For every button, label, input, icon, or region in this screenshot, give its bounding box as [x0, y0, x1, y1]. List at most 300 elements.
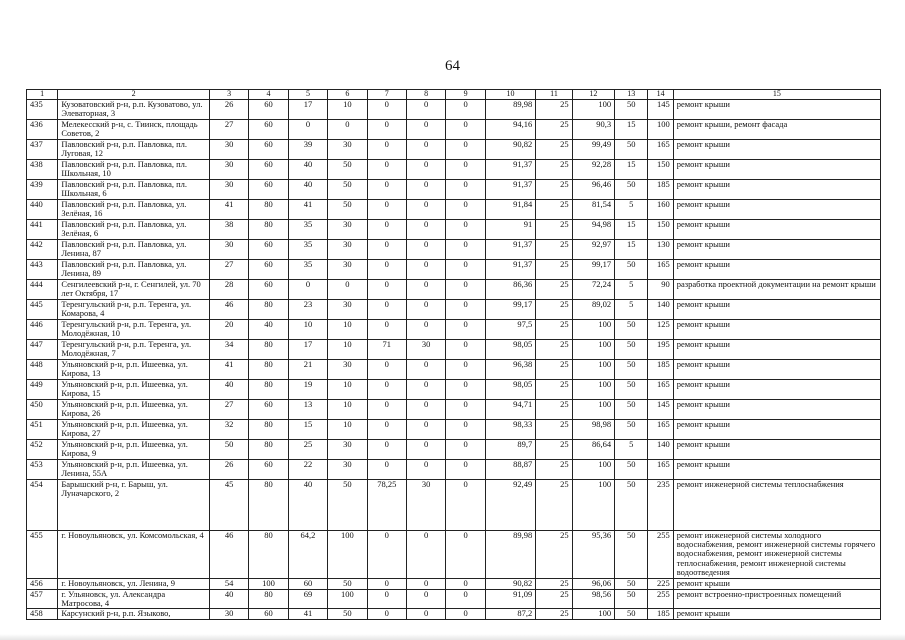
value-cell: 94,98 [572, 219, 614, 239]
value-cell: 5 [615, 279, 648, 299]
value-cell: 99,49 [572, 139, 614, 159]
table-row [27, 479, 881, 530]
value-cell: 0 [367, 578, 406, 589]
value-cell: 26 [209, 99, 248, 119]
value-cell: 0 [446, 279, 485, 299]
work-type-cell: ремонт крыши [673, 299, 880, 319]
value-cell: 0 [406, 359, 445, 379]
value-cell: 100 [648, 119, 673, 139]
row-number: 438 [27, 159, 58, 179]
value-cell: 0 [406, 239, 445, 259]
column-number: 5 [288, 90, 327, 100]
value-cell: 50 [209, 439, 248, 459]
value-cell: 30 [328, 239, 367, 259]
value-cell: 89,98 [485, 99, 536, 119]
address-cell: Ульяновский р-н, р.п. Ишеевка, ул. Ленина, 55А [58, 459, 210, 479]
value-cell: 97,5 [485, 319, 536, 339]
value-cell: 25 [536, 419, 572, 439]
value-cell: 60 [249, 239, 288, 259]
row-number: 444 [27, 279, 58, 299]
address-cell: Ульяновский р-н, р.п. Ишеевка, ул. Кирова, 26 [58, 399, 210, 419]
value-cell: 50 [328, 578, 367, 589]
value-cell: 25 [536, 99, 572, 119]
work-type-cell: ремонт крыши [673, 609, 880, 620]
value-cell: 0 [446, 479, 485, 530]
value-cell: 10 [288, 319, 327, 339]
column-number: 8 [406, 90, 445, 100]
address-cell: Павловский р-н, р.п. Павловка, ул. Зелёная, 6 [58, 219, 210, 239]
value-cell: 50 [328, 479, 367, 530]
row-number: 452 [27, 439, 58, 459]
work-type-cell: ремонт крыши [673, 399, 880, 419]
value-cell: 0 [367, 259, 406, 279]
table-row [27, 399, 881, 419]
value-cell: 80 [249, 589, 288, 609]
table-row [27, 139, 881, 159]
value-cell: 150 [648, 219, 673, 239]
value-cell: 15 [615, 159, 648, 179]
value-cell: 0 [406, 319, 445, 339]
value-cell: 60 [249, 179, 288, 199]
work-type-cell: ремонт крыши [673, 439, 880, 459]
value-cell: 0 [406, 419, 445, 439]
value-cell: 0 [446, 589, 485, 609]
column-number: 13 [615, 90, 648, 100]
value-cell: 140 [648, 299, 673, 319]
address-cell: Ульяновский р-н, р.п. Ишеевка, ул. Кирова, 27 [58, 419, 210, 439]
value-cell: 185 [648, 359, 673, 379]
value-cell: 30 [328, 459, 367, 479]
value-cell: 60 [288, 578, 327, 589]
value-cell: 0 [446, 99, 485, 119]
row-number: 455 [27, 530, 58, 578]
table-row [27, 199, 881, 219]
value-cell: 0 [446, 419, 485, 439]
value-cell: 145 [648, 399, 673, 419]
table-row [27, 219, 881, 239]
value-cell: 0 [367, 139, 406, 159]
value-cell: 92,49 [485, 479, 536, 530]
address-cell: г. Ульяновск, ул. Александра Матросова, 4 [58, 589, 210, 609]
value-cell: 100 [572, 399, 614, 419]
value-cell: 89,98 [485, 530, 536, 578]
table-row [27, 279, 881, 299]
value-cell: 0 [446, 530, 485, 578]
value-cell: 0 [446, 359, 485, 379]
value-cell: 27 [209, 259, 248, 279]
value-cell: 100 [328, 530, 367, 578]
value-cell: 0 [446, 609, 485, 620]
value-cell: 0 [367, 379, 406, 399]
value-cell: 46 [209, 299, 248, 319]
value-cell: 27 [209, 119, 248, 139]
value-cell: 91,37 [485, 159, 536, 179]
value-cell: 35 [288, 219, 327, 239]
value-cell: 0 [367, 459, 406, 479]
value-cell: 5 [615, 199, 648, 219]
value-cell: 25 [288, 439, 327, 459]
value-cell: 100 [572, 609, 614, 620]
value-cell: 0 [406, 139, 445, 159]
value-cell: 80 [249, 439, 288, 459]
value-cell: 0 [406, 530, 445, 578]
value-cell: 40 [249, 319, 288, 339]
value-cell: 0 [367, 530, 406, 578]
work-type-cell: ремонт крыши [673, 139, 880, 159]
value-cell: 50 [328, 199, 367, 219]
value-cell: 130 [648, 239, 673, 259]
table-row [27, 299, 881, 319]
value-cell: 0 [288, 279, 327, 299]
value-cell: 0 [406, 279, 445, 299]
address-cell: Ульяновский р-н, р.п. Ишеевка, ул. Кирова, 9 [58, 439, 210, 459]
value-cell: 0 [446, 219, 485, 239]
value-cell: 0 [406, 589, 445, 609]
address-cell: Сенгилеевский р-н, г. Сенгилей, ул. 70 лет Октября, 17 [58, 279, 210, 299]
value-cell: 25 [536, 119, 572, 139]
value-cell: 0 [367, 359, 406, 379]
address-cell: Павловский р-н, р.п. Павловка, ул. Ленина, 89 [58, 259, 210, 279]
value-cell: 60 [249, 139, 288, 159]
value-cell: 71 [367, 339, 406, 359]
value-cell: 0 [446, 578, 485, 589]
value-cell: 35 [288, 259, 327, 279]
value-cell: 0 [446, 319, 485, 339]
table-row [27, 459, 881, 479]
value-cell: 0 [367, 279, 406, 299]
work-type-cell: ремонт крыши [673, 199, 880, 219]
value-cell: 0 [328, 279, 367, 299]
address-cell: Ульяновский р-н, р.п. Ишеевка, ул. Кирова, 13 [58, 359, 210, 379]
value-cell: 0 [446, 199, 485, 219]
value-cell: 10 [328, 379, 367, 399]
value-cell: 40 [209, 589, 248, 609]
value-cell: 41 [288, 609, 327, 620]
table-row [27, 319, 881, 339]
value-cell: 10 [328, 99, 367, 119]
value-cell: 90,3 [572, 119, 614, 139]
work-type-cell: ремонт крыши [673, 99, 880, 119]
address-cell: Ульяновский р-н, р.п. Ишеевка, ул. Кирова, 15 [58, 379, 210, 399]
value-cell: 78,25 [367, 479, 406, 530]
column-number: 2 [58, 90, 210, 100]
row-number: 443 [27, 259, 58, 279]
row-number: 453 [27, 459, 58, 479]
value-cell: 0 [367, 299, 406, 319]
row-number: 447 [27, 339, 58, 359]
value-cell: 0 [406, 609, 445, 620]
column-number: 7 [367, 90, 406, 100]
value-cell: 50 [615, 259, 648, 279]
value-cell: 25 [536, 530, 572, 578]
value-cell: 0 [328, 119, 367, 139]
table-row [27, 359, 881, 379]
capital-repair-table [26, 89, 881, 620]
value-cell: 90,82 [485, 578, 536, 589]
column-number: 9 [446, 90, 485, 100]
value-cell: 30 [209, 179, 248, 199]
value-cell: 165 [648, 379, 673, 399]
value-cell: 25 [536, 239, 572, 259]
address-cell: Павловский р-н, р.п. Павловка, ул. Ленина, 87 [58, 239, 210, 259]
value-cell: 30 [328, 139, 367, 159]
value-cell: 5 [615, 299, 648, 319]
value-cell: 34 [209, 339, 248, 359]
value-cell: 30 [406, 479, 445, 530]
value-cell: 98,05 [485, 339, 536, 359]
value-cell: 90,82 [485, 139, 536, 159]
value-cell: 90 [648, 279, 673, 299]
value-cell: 50 [615, 589, 648, 609]
value-cell: 89,02 [572, 299, 614, 319]
value-cell: 25 [536, 279, 572, 299]
value-cell: 21 [288, 359, 327, 379]
value-cell: 0 [406, 179, 445, 199]
value-cell: 0 [406, 299, 445, 319]
work-type-cell: разработка проектной документации на ремонт крыши [673, 279, 880, 299]
value-cell: 41 [209, 359, 248, 379]
value-cell: 255 [648, 589, 673, 609]
value-cell: 17 [288, 339, 327, 359]
value-cell: 80 [249, 339, 288, 359]
value-cell: 0 [367, 239, 406, 259]
value-cell: 25 [536, 179, 572, 199]
value-cell: 46 [209, 530, 248, 578]
value-cell: 165 [648, 139, 673, 159]
value-cell: 98,33 [485, 419, 536, 439]
value-cell: 10 [328, 319, 367, 339]
value-cell: 15 [615, 119, 648, 139]
value-cell: 25 [536, 589, 572, 609]
row-number: 449 [27, 379, 58, 399]
work-type-cell: ремонт крыши [673, 339, 880, 359]
row-number: 436 [27, 119, 58, 139]
value-cell: 50 [615, 479, 648, 530]
value-cell: 30 [328, 299, 367, 319]
value-cell: 15 [288, 419, 327, 439]
value-cell: 28 [209, 279, 248, 299]
table-row [27, 439, 881, 459]
value-cell: 0 [406, 259, 445, 279]
value-cell: 64,2 [288, 530, 327, 578]
table-row [27, 239, 881, 259]
column-number: 4 [249, 90, 288, 100]
value-cell: 30 [328, 439, 367, 459]
value-cell: 25 [536, 259, 572, 279]
work-type-cell: ремонт крыши [673, 159, 880, 179]
work-type-cell: ремонт крыши [673, 359, 880, 379]
value-cell: 91 [485, 219, 536, 239]
value-cell: 0 [446, 459, 485, 479]
value-cell: 125 [648, 319, 673, 339]
value-cell: 0 [446, 119, 485, 139]
value-cell: 40 [288, 179, 327, 199]
table-row [27, 179, 881, 199]
value-cell: 88,87 [485, 459, 536, 479]
value-cell: 100 [572, 459, 614, 479]
value-cell: 0 [406, 578, 445, 589]
value-cell: 13 [288, 399, 327, 419]
value-cell: 100 [572, 319, 614, 339]
value-cell: 0 [406, 119, 445, 139]
value-cell: 185 [648, 179, 673, 199]
value-cell: 25 [536, 379, 572, 399]
value-cell: 32 [209, 419, 248, 439]
value-cell: 25 [536, 159, 572, 179]
value-cell: 25 [536, 479, 572, 530]
value-cell: 60 [249, 609, 288, 620]
value-cell: 80 [249, 419, 288, 439]
value-cell: 0 [446, 159, 485, 179]
value-cell: 91,09 [485, 589, 536, 609]
value-cell: 25 [536, 219, 572, 239]
address-cell: Павловский р-н, р.п. Павловка, ул. Зелёная, 16 [58, 199, 210, 219]
value-cell: 80 [249, 530, 288, 578]
value-cell: 38 [209, 219, 248, 239]
value-cell: 80 [249, 379, 288, 399]
address-cell: Карсунский р-н, р.п. Языково, [58, 609, 210, 620]
value-cell: 50 [328, 609, 367, 620]
address-cell: г. Новоульяновск, ул. Комсомольская, 4 [58, 530, 210, 578]
value-cell: 25 [536, 199, 572, 219]
value-cell: 0 [406, 99, 445, 119]
value-cell: 165 [648, 259, 673, 279]
work-type-cell: ремонт крыши [673, 578, 880, 589]
value-cell: 50 [615, 399, 648, 419]
table-row [27, 609, 881, 620]
value-cell: 160 [648, 199, 673, 219]
value-cell: 100 [572, 99, 614, 119]
value-cell: 23 [288, 299, 327, 319]
value-cell: 86,64 [572, 439, 614, 459]
column-number: 10 [485, 90, 536, 100]
value-cell: 5 [615, 439, 648, 459]
value-cell: 30 [328, 219, 367, 239]
column-number: 3 [209, 90, 248, 100]
value-cell: 54 [209, 578, 248, 589]
table-row [27, 530, 881, 578]
value-cell: 60 [249, 99, 288, 119]
value-cell: 0 [446, 299, 485, 319]
row-number: 450 [27, 399, 58, 419]
value-cell: 80 [249, 479, 288, 530]
value-cell: 25 [536, 359, 572, 379]
value-cell: 20 [209, 319, 248, 339]
value-cell: 25 [536, 459, 572, 479]
column-number: 11 [536, 90, 572, 100]
table-row [27, 419, 881, 439]
value-cell: 100 [249, 578, 288, 589]
table-row [27, 259, 881, 279]
value-cell: 41 [209, 199, 248, 219]
value-cell: 100 [328, 589, 367, 609]
value-cell: 100 [572, 479, 614, 530]
address-cell: Барышский р-н, г. Барыш, ул. Луначарского, 2 [58, 479, 210, 530]
value-cell: 60 [249, 259, 288, 279]
value-cell: 80 [249, 199, 288, 219]
page-number: 64 [445, 58, 460, 74]
value-cell: 50 [615, 379, 648, 399]
value-cell: 15 [615, 239, 648, 259]
value-cell: 0 [367, 399, 406, 419]
value-cell: 35 [288, 239, 327, 259]
value-cell: 96,06 [572, 578, 614, 589]
row-number: 448 [27, 359, 58, 379]
table-row [27, 589, 881, 609]
value-cell: 80 [249, 219, 288, 239]
value-cell: 30 [209, 239, 248, 259]
address-cell: Мелекесский р-н, с. Тиинск, площадь Советов, 2 [58, 119, 210, 139]
value-cell: 17 [288, 99, 327, 119]
value-cell: 50 [615, 359, 648, 379]
value-cell: 145 [648, 99, 673, 119]
value-cell: 0 [406, 379, 445, 399]
value-cell: 91,37 [485, 179, 536, 199]
value-cell: 0 [446, 339, 485, 359]
work-type-cell: ремонт крыши [673, 239, 880, 259]
value-cell: 165 [648, 419, 673, 439]
value-cell: 0 [406, 439, 445, 459]
value-cell: 91,37 [485, 259, 536, 279]
value-cell: 87,2 [485, 609, 536, 620]
value-cell: 25 [536, 319, 572, 339]
value-cell: 25 [536, 339, 572, 359]
value-cell: 94,71 [485, 399, 536, 419]
value-cell: 89,7 [485, 439, 536, 459]
value-cell: 95,36 [572, 530, 614, 578]
value-cell: 39 [288, 139, 327, 159]
value-cell: 50 [615, 99, 648, 119]
value-cell: 40 [209, 379, 248, 399]
work-type-cell: ремонт крыши, ремонт фасада [673, 119, 880, 139]
column-number: 15 [673, 90, 880, 100]
column-number: 6 [328, 90, 367, 100]
value-cell: 96,38 [485, 359, 536, 379]
row-number: 451 [27, 419, 58, 439]
address-cell: Теренгульский р-н, р.п. Теренга, ул. Молодёжная, 10 [58, 319, 210, 339]
value-cell: 96,46 [572, 179, 614, 199]
value-cell: 80 [249, 299, 288, 319]
value-cell: 50 [615, 459, 648, 479]
value-cell: 225 [648, 578, 673, 589]
value-cell: 98,56 [572, 589, 614, 609]
value-cell: 99,17 [485, 299, 536, 319]
value-cell: 50 [328, 179, 367, 199]
value-cell: 50 [615, 339, 648, 359]
value-cell: 195 [648, 339, 673, 359]
value-cell: 72,24 [572, 279, 614, 299]
value-cell: 25 [536, 609, 572, 620]
row-number: 457 [27, 589, 58, 609]
value-cell: 50 [615, 319, 648, 339]
value-cell: 80 [249, 359, 288, 379]
row-number: 445 [27, 299, 58, 319]
work-type-cell: ремонт инженерной системы холодного водоснабжения, ремонт инженерной системы горячего водоснабжения, ремонт инженерной системы теплоснабжения, ремонт инженерной системы водоотведения [673, 530, 880, 578]
value-cell: 150 [648, 159, 673, 179]
value-cell: 25 [536, 139, 572, 159]
value-cell: 0 [367, 179, 406, 199]
work-type-cell: ремонт крыши [673, 459, 880, 479]
value-cell: 100 [572, 379, 614, 399]
value-cell: 235 [648, 479, 673, 530]
value-cell: 30 [209, 159, 248, 179]
value-cell: 30 [209, 139, 248, 159]
value-cell: 0 [446, 179, 485, 199]
value-cell: 45 [209, 479, 248, 530]
value-cell: 0 [446, 439, 485, 459]
value-cell: 60 [249, 119, 288, 139]
value-cell: 15 [615, 219, 648, 239]
